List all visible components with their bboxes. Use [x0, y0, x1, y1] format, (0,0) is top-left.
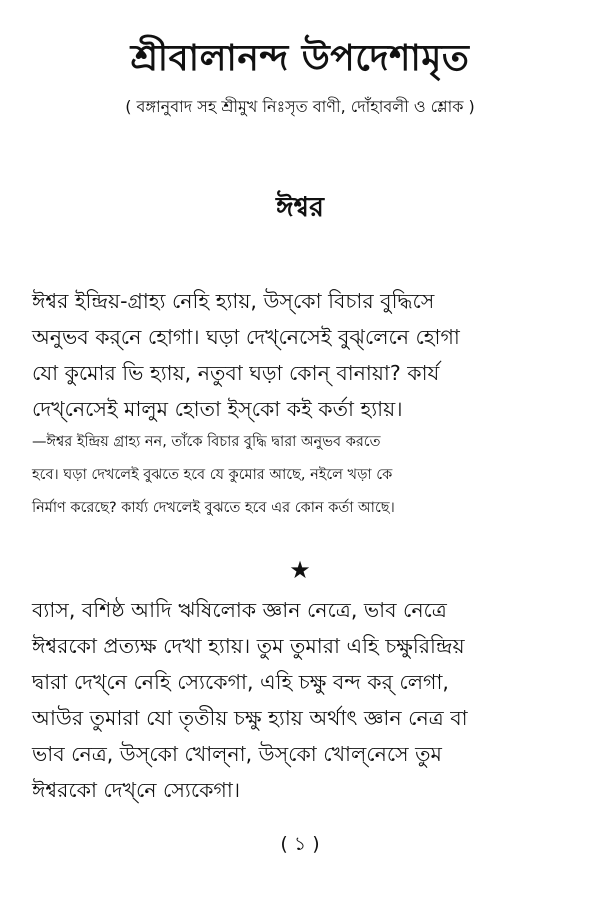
paragraph-line: আউর তুমারা যো তৃতীয় চক্ষু হ্যায় অর্থাৎ জ্ঞান নেত্র বা [32, 706, 468, 730]
hindi-paragraph-1 [32, 283, 577, 427]
paragraph-line: দ্বারা দেখ্‌নে নেহি স্যেকেগা, এহি চক্ষু বন্দ কর্ লেগা, [32, 670, 449, 694]
paragraph-line: ঈশ্বরকো প্রত্যক্ষ দেখা হ্যায়। তুম তুমারা এহি চক্ষুরিন্দ্রিয় [32, 634, 465, 658]
section-heading: ঈশ্বর [276, 192, 324, 223]
paragraph-line: ব্যাস, বশিষ্ঠ আদি ঋষিলোক জ্ঞান নেত্রে, ভাব নেত্রে [32, 598, 447, 622]
paragraph-line: দেখ্‌নেসেই মালুম হোতা ইস্‌কো কই কর্তা হ্যায়। [32, 397, 403, 421]
paragraph-line: ভাব নেত্র, উস্‌কো খোল্‌না, উস্‌কো খোল্‌নেসে তুম [32, 742, 442, 766]
book-subtitle: ( বঙ্গানুবাদ সহ শ্রীমুখ নিঃসৃত বাণী, দোঁহাবলী ও শ্লোক ) [125, 97, 475, 116]
paragraph-line: যো কুমোর ভি হ্যায়, নতুবা ঘড়া কোন্ বানায়া? কার্য [32, 361, 440, 385]
hindi-paragraph-2 [32, 592, 577, 808]
translation-line: —ঈশ্বর ইন্দ্রিয় গ্রাহ্য নন, তাঁকে বিচার বুদ্ধি দ্বারা অনুভব করতে [32, 434, 381, 450]
star-separator-icon: ★ [289, 556, 311, 584]
paragraph-line: ঈশ্বর ইন্দ্রিয়-গ্রাহ্য নেহি হ্যায়, উস্‌কো বিচার বুদ্ধিসে [32, 289, 435, 313]
translation-line: নির্মাণ করেছে? কার্য্য দেখলেই বুঝতে হবে এর কোন কর্তা আছে। [32, 500, 395, 516]
paragraph-line: ঈশ্বরকো দেখ্‌নে স্যেকেগা। [32, 778, 241, 802]
page-number: ( ১ ) [280, 833, 320, 855]
paragraph-line: অনুভব কর্‌নে হোগা। ঘড়া দেখ্‌নেসেই বুঝ্‌লেনে হোগা [32, 325, 460, 349]
book-title: শ্রীবালানন্দ উপদেশামৃত [130, 38, 470, 79]
bengali-translation [32, 426, 577, 525]
translation-line: হবে। ঘড়া দেখলেই বুঝতে হবে যে কুমোর আছে, নইলে খড়া কে [32, 467, 393, 483]
